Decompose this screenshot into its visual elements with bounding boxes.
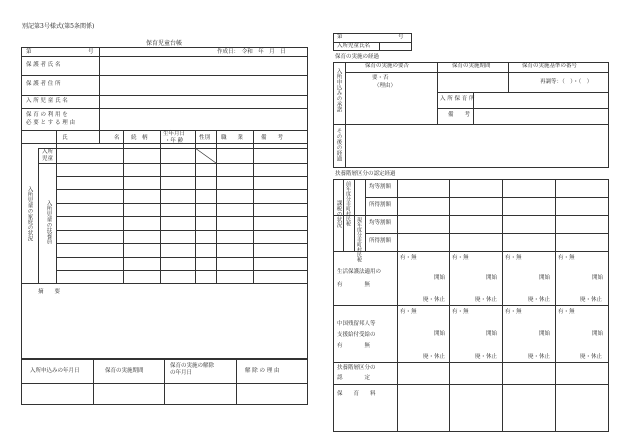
line: [38, 148, 39, 284]
line: [164, 359, 165, 405]
child-name-label: 入 所 児 童 氏 名: [26, 98, 68, 104]
number-divider: [99, 47, 100, 56]
form-label: 別記第3号様式(第5条関係): [22, 23, 95, 30]
col-birthdate: [163, 131, 185, 144]
returnee-label-2: 支援給付受給の: [337, 332, 376, 338]
bottom-col-release-date: [170, 363, 214, 377]
line: [437, 92, 609, 93]
remarks-label: 備 考: [448, 112, 471, 118]
tax-row-1: 均等割額: [369, 184, 392, 190]
adjustment-label: 再調等：（ ）・（ ）: [540, 79, 593, 85]
guardian-name-label: 保 護 者 氏 名: [26, 62, 61, 68]
line: [56, 230, 308, 231]
returnee-start-4: 開始: [592, 331, 604, 337]
family-table: [21, 130, 308, 284]
requirement-value: 要・否: [372, 75, 389, 81]
line: [236, 359, 237, 405]
requirement-reason: （理由）: [374, 83, 397, 89]
returnee-label-1: 中国残留邦人等: [337, 321, 376, 327]
child-row-label: [42, 149, 53, 163]
line: [123, 130, 124, 284]
returnee-presence-1: 有・無: [400, 309, 417, 315]
sex-cell-slash: [195, 148, 216, 163]
returnee-presence-4: 有・無: [558, 309, 575, 315]
col-family-name: 氏: [62, 135, 68, 141]
left-number-b: 号: [88, 49, 94, 55]
line: [56, 189, 308, 190]
line: [343, 179, 344, 251]
line: [379, 42, 380, 51]
child-row-label-text: 入所 児童: [42, 149, 54, 163]
line: [345, 62, 346, 168]
returnee-presence-2: 有・無: [452, 309, 469, 315]
returnee-end-3: 廃・休止: [528, 354, 551, 360]
intake-side-label: 入所申込みの承諾: [335, 68, 342, 112]
tax-row-3: 均等割額: [369, 220, 392, 226]
prev-year-label: 前年度分市町村民税: [345, 181, 351, 226]
line: [333, 251, 609, 252]
guardian-rows-label: 入所児童の扶養員: [45, 200, 52, 244]
returnee-start-3: 開始: [539, 331, 551, 337]
after-label: その後の経過: [335, 128, 342, 161]
returnee-end-1: 廃・休止: [423, 354, 446, 360]
line: [365, 197, 609, 198]
class-row-2: 認 定: [337, 375, 371, 381]
line: [333, 362, 609, 363]
welfare-presence-4: 有・無: [558, 255, 575, 261]
line: [56, 176, 308, 177]
line: [508, 62, 509, 92]
line: [56, 130, 57, 284]
col-relation: 続 柄: [131, 135, 148, 141]
summary-label: 摘 要: [38, 289, 61, 295]
welfare-end-4: 廃・休止: [580, 297, 603, 303]
line: [345, 72, 609, 73]
line: [437, 62, 438, 124]
col-remarks: 備 考: [261, 135, 284, 141]
right-number-a: 第: [337, 34, 343, 40]
returnee-end-2: 廃・休止: [475, 354, 498, 360]
line: [21, 56, 308, 57]
curr-year-label: 現年度分市町村民税: [356, 217, 362, 262]
family-section-label: 入所児童の家庭の状況: [26, 186, 33, 241]
welfare-end-2: 廃・休止: [475, 297, 498, 303]
bottom-col-application-date: 入所申込みの年月日: [30, 368, 80, 374]
line: [354, 179, 355, 251]
welfare-presence-3: 有・無: [505, 255, 522, 261]
returnee-end-4: 廃・休止: [580, 354, 603, 360]
col-period: 保育の実施期間: [452, 63, 491, 69]
col-requirement: 保育の実施の要否: [365, 63, 410, 69]
progress-title: 保育の実施の経過: [335, 54, 380, 60]
line: [56, 270, 308, 271]
line: [333, 215, 609, 216]
right-number-b: 号: [398, 34, 404, 40]
fee-title: 扶養階層区分の認定経過: [335, 171, 396, 177]
line: [56, 216, 308, 217]
col-sex: 性別: [199, 135, 211, 141]
facility-label: 入 所 保 育 所: [440, 96, 475, 102]
line: [56, 243, 308, 244]
line: [93, 359, 94, 405]
bottom-col-release-date-text: 保育の実施の解除 の年月日: [170, 363, 215, 377]
class-row-1: 扶養階層区分の: [337, 365, 376, 371]
tax-row-4: 所得割額: [369, 238, 392, 244]
reason-label-2: 必 要 と す る 理 由: [26, 120, 75, 126]
tax-row-2: 所得割額: [369, 202, 392, 208]
line: [21, 75, 308, 76]
fee-row: 保 育 料: [337, 391, 376, 397]
line: [437, 108, 609, 109]
welfare-end-1: 廃・休止: [423, 297, 446, 303]
welfare-start-1: 開始: [434, 275, 446, 281]
welfare-start-4: 開始: [592, 275, 604, 281]
returnee-start-2: 開始: [486, 331, 498, 337]
col-occupation: 職 業: [221, 135, 244, 141]
welfare-label-1: 生活保護法適用の: [337, 269, 382, 275]
created-date: 作成日： 令和 年 月 日: [217, 49, 286, 55]
line: [56, 257, 308, 258]
line: [56, 203, 308, 204]
reason-label-1: 保 育 の 利 用 を: [26, 112, 68, 118]
line: [333, 384, 609, 385]
line: [21, 95, 308, 96]
returnee-presence-3: 有・無: [505, 309, 522, 315]
line: [365, 179, 366, 251]
line: [38, 148, 308, 149]
col-birthdate-text: 生年月日 ・年 齢: [163, 131, 186, 144]
guardian-address-label: 保 護 者 住 所: [26, 81, 61, 87]
line: [21, 108, 308, 109]
welfare-presence-2: 有・無: [452, 255, 469, 261]
welfare-start-3: 開始: [539, 275, 551, 281]
returnee-start-1: 開始: [434, 331, 446, 337]
line: [253, 130, 254, 284]
welfare-presence-1: 有・無: [400, 255, 417, 261]
bottom-col-period: 保育の実施期間: [105, 368, 144, 374]
line: [333, 124, 609, 125]
line: [365, 233, 609, 234]
line: [160, 130, 161, 284]
returnee-label-3: 有 無: [337, 343, 371, 349]
welfare-start-2: 開始: [486, 275, 498, 281]
col-given-name: 名: [114, 135, 120, 141]
line: [333, 305, 609, 306]
tax-side-label: 課税の状況: [335, 200, 342, 228]
welfare-label-2: 有 無: [337, 282, 371, 288]
right-child-name-label: 入所児童氏名: [337, 43, 371, 49]
bottom-col-release-reason: 解 除 の 理 由: [245, 368, 280, 374]
summary-box: [21, 284, 308, 359]
page-title: 保育児童台帳: [146, 40, 183, 47]
line: [38, 163, 308, 164]
left-number-a: 第: [26, 49, 32, 55]
col-standard: 保育の実施基準の番号: [522, 63, 578, 69]
line: [216, 130, 217, 284]
welfare-end-3: 廃・休止: [528, 297, 551, 303]
